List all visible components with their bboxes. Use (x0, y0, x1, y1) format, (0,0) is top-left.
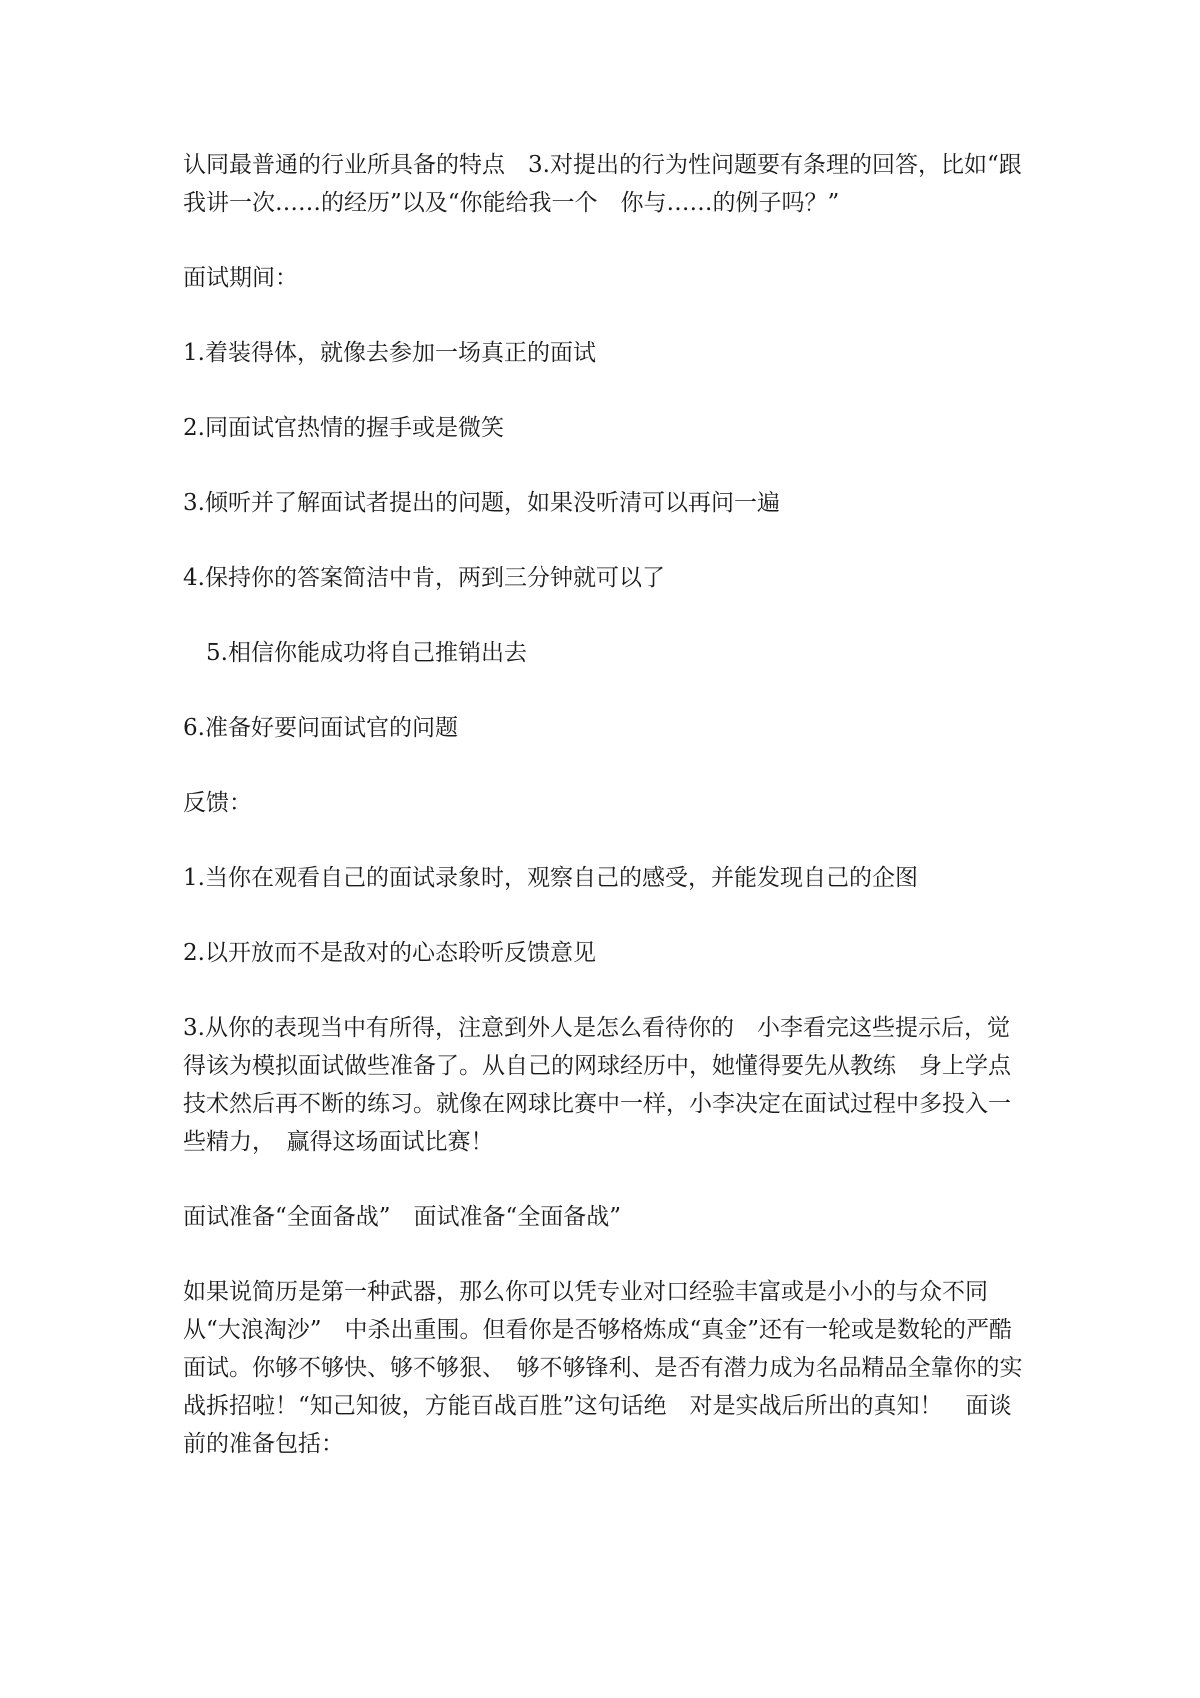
list-item-listen: 3.倾听并了解面试者提出的问题，如果没听清可以再问一遍 (183, 490, 780, 516)
heading-during-interview: 面试期间： (183, 265, 298, 291)
list-item-dress: 1.着装得体，就像去参加一场真正的面试 (183, 340, 596, 366)
list-item-handshake: 2.同面试官热情的握手或是微笑 (183, 415, 504, 441)
list-item-watch-recording: 1.当你在观看自己的面试录象时，观察自己的感受，并能发现自己的企图 (183, 865, 918, 891)
paragraph-learn-from-performance: 3.从你的表现当中有所得，注意到外人是怎么看待你的 小李看完这些提示后，觉得该为模拟面试做些准备了。从自己的网球经历中，她懂得要先从教练 身上学点技术然后再不断的练习。就像在网球比赛中一样，小李决定在面试过程中多投入一些精力， 赢得这场面试比赛！ (183, 1015, 1011, 1155)
list-item-confidence: 5.相信你能成功将自己推销出去 (183, 640, 527, 666)
paragraph-behavioral-questions: 认同最普通的行业所具备的特点 3.对提出的行为性问题要有条理的回答，比如“跟我讲一次……的经历”以及“你能给我一个 你与……的例子吗？” (183, 152, 1022, 216)
list-item-prepare-questions: 6.准备好要问面试官的问题 (183, 715, 458, 741)
list-item-concise: 4.保持你的答案简洁中肯，两到三分钟就可以了 (183, 565, 665, 591)
heading-feedback: 反馈： (183, 790, 252, 816)
heading-full-preparation: 面试准备“全面备战” 面试准备“全面备战” (183, 1204, 622, 1230)
paragraph-resume-weapon: 如果说简历是第一种武器，那么你可以凭专业对口经验丰富或是小小的与众不同从“大浪淘沙” 中杀出重围。但看你是否够格炼成“真金”还有一轮或是数轮的严酷面试。你够不够快、够不够狠、 够不够锋利、是否有潜力成为名品精品全靠你的实战拆招啦！“知己知彼，方能百战百胜”这句话绝 对是实战后所出的真知！ 面谈前的准备包括： (183, 1279, 1023, 1457)
list-item-open-mind: 2.以开放而不是敌对的心态聆听反馈意见 (183, 940, 596, 966)
document-body (183, 146, 1028, 1463)
